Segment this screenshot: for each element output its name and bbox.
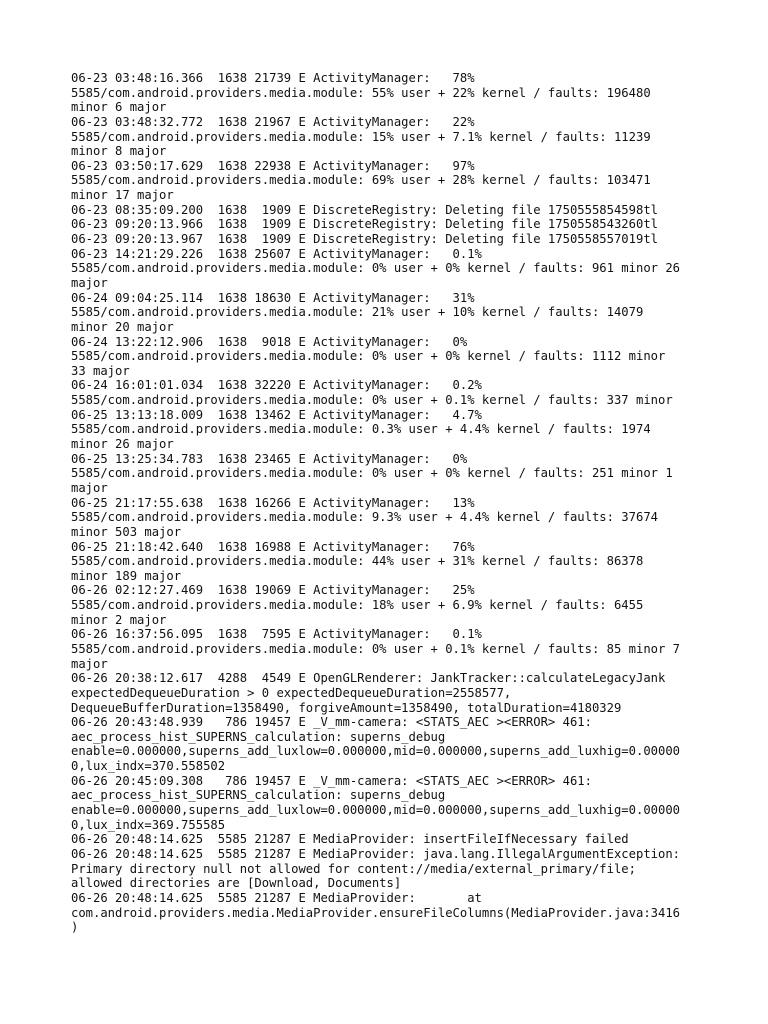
log-line: 5585/com.android.providers.media.module: 0% user + 0% kernel / faults: 251 minor 1 bbox=[71, 466, 673, 481]
log-line: 5585/com.android.providers.media.module: 0% user + 0.1% kernel / faults: 85 minor 7 bbox=[71, 641, 681, 656]
log-line: Primary directory null not allowed for content://media/external_primary/file; bbox=[71, 861, 636, 876]
log-line: 0,lux_indx=369.755585 bbox=[71, 817, 226, 832]
log-line: minor 20 major bbox=[71, 319, 174, 334]
log-line: 5585/com.android.providers.media.module: 9.3% user + 4.4% kernel / faults: 37674 bbox=[71, 510, 658, 525]
log-line: 06-26 20:43:48.939 786 19457 E _V_mm-camera: <STATS_AEC ><ERROR> 461: bbox=[71, 715, 592, 730]
log-line: major bbox=[71, 656, 108, 671]
log-line: 06-23 14:21:29.226 1638 25607 E ActivityManager: 0.1% bbox=[71, 246, 482, 261]
log-line: 5585/com.android.providers.media.module: 21% user + 10% kernel / faults: 14079 bbox=[71, 305, 644, 320]
log-line: 5585/com.android.providers.media.module: 69% user + 28% kernel / faults: 103471 bbox=[71, 173, 651, 188]
log-line: minor 8 major bbox=[71, 144, 167, 159]
log-line: 06-26 16:37:56.095 1638 7595 E ActivityManager: 0.1% bbox=[71, 627, 482, 642]
log-line: minor 503 major bbox=[71, 524, 182, 539]
log-line: aec_process_hist_SUPERNS_calculation: superns_debug bbox=[71, 729, 446, 744]
log-line: enable=0.000000,superns_add_luxlow=0.000000,mid=0.000000,superns_add_luxhig=0.00000 bbox=[71, 803, 681, 818]
log-line: 06-23 09:20:13.966 1638 1909 E DiscreteRegistry: Deleting file 1750558543260tl bbox=[71, 217, 658, 232]
log-line: ) bbox=[71, 920, 79, 935]
log-line: major bbox=[71, 275, 108, 290]
log-line: 06-26 20:38:12.617 4288 4549 E OpenGLRenderer: JankTracker::calculateLegacyJank bbox=[71, 671, 666, 686]
log-line: 06-25 21:18:42.640 1638 16988 E ActivityManager: 76% bbox=[71, 539, 475, 554]
log-line: expectedDequeueDuration > 0 expectedDequeueDuration=2558577, bbox=[71, 685, 512, 700]
log-line: 06-23 03:48:16.366 1638 21739 E ActivityManager: 78% bbox=[71, 71, 475, 85]
log-line: 0,lux_indx=370.558502 bbox=[71, 759, 226, 774]
log-line: 5585/com.android.providers.media.module: 0% user + 0.1% kernel / faults: 337 minor bbox=[71, 393, 673, 408]
log-line: 06-24 13:22:12.906 1638 9018 E ActivityManager: 0% bbox=[71, 334, 468, 349]
log-line: 5585/com.android.providers.media.module: 55% user + 22% kernel / faults: 196480 bbox=[71, 85, 651, 100]
log-line: 06-23 03:48:32.772 1638 21967 E ActivityManager: 22% bbox=[71, 114, 475, 129]
log-line: 06-25 13:13:18.009 1638 13462 E ActivityManager: 4.7% bbox=[71, 407, 482, 422]
log-line: aec_process_hist_SUPERNS_calculation: superns_debug bbox=[71, 788, 446, 803]
log-line: major bbox=[71, 480, 108, 495]
log-line: allowed directories are [Download, Documents] bbox=[71, 876, 402, 891]
log-line: 06-26 02:12:27.469 1638 19069 E ActivityManager: 25% bbox=[71, 583, 475, 598]
log-line: com.android.providers.media.MediaProvider.ensureFileColumns(MediaProvider.java:3416 bbox=[71, 905, 681, 920]
log-line: 06-23 08:35:09.200 1638 1909 E DiscreteRegistry: Deleting file 1750555854598tl bbox=[71, 202, 658, 217]
log-line: minor 17 major bbox=[71, 188, 174, 203]
log-line: 06-26 20:45:09.308 786 19457 E _V_mm-camera: <STATS_AEC ><ERROR> 461: bbox=[71, 773, 592, 788]
log-text bbox=[71, 71, 711, 935]
log-line: enable=0.000000,superns_add_luxlow=0.000000,mid=0.000000,superns_add_luxhig=0.00000 bbox=[71, 744, 681, 759]
log-line: 06-26 20:48:14.625 5585 21287 E MediaProvider: java.lang.IllegalArgumentException: bbox=[71, 846, 681, 861]
log-line: 5585/com.android.providers.media.module: 18% user + 6.9% kernel / faults: 6455 bbox=[71, 598, 644, 613]
log-line: 06-24 09:04:25.114 1638 18630 E ActivityManager: 31% bbox=[71, 290, 475, 305]
log-line: 5585/com.android.providers.media.module: 15% user + 7.1% kernel / faults: 11239 bbox=[71, 129, 651, 144]
log-line: minor 2 major bbox=[71, 612, 167, 627]
log-line: 06-26 20:48:14.625 5585 21287 E MediaProvider: insertFileIfNecessary failed bbox=[71, 832, 629, 847]
log-line: 06-25 13:25:34.783 1638 23465 E ActivityManager: 0% bbox=[71, 451, 468, 466]
log-line: 33 major bbox=[71, 363, 130, 378]
log-line: 06-23 03:50:17.629 1638 22938 E ActivityManager: 97% bbox=[71, 158, 475, 173]
log-line: 06-23 09:20:13.967 1638 1909 E DiscreteRegistry: Deleting file 1750558557019tl bbox=[71, 232, 658, 247]
log-line: 06-25 21:17:55.638 1638 16266 E ActivityManager: 13% bbox=[71, 495, 475, 510]
log-line: minor 26 major bbox=[71, 437, 174, 452]
log-line: minor 189 major bbox=[71, 568, 182, 583]
log-line: DequeueBufferDuration=1358490, forgiveAmount=1358490, totalDuration=4180329 bbox=[71, 700, 622, 715]
log-line: 5585/com.android.providers.media.module: 0% user + 0% kernel / faults: 961 minor 26 bbox=[71, 261, 681, 276]
log-line: 5585/com.android.providers.media.module: 0.3% user + 4.4% kernel / faults: 1974 bbox=[71, 422, 651, 437]
log-line: 06-26 20:48:14.625 5585 21287 E MediaProvider: at bbox=[71, 890, 482, 905]
log-line: 5585/com.android.providers.media.module: 44% user + 31% kernel / faults: 86378 bbox=[71, 554, 644, 569]
log-line: 5585/com.android.providers.media.module: 0% user + 0% kernel / faults: 1112 minor bbox=[71, 349, 666, 364]
log-line: 06-24 16:01:01.034 1638 32220 E ActivityManager: 0.2% bbox=[71, 378, 482, 393]
log-line: minor 6 major bbox=[71, 100, 167, 115]
